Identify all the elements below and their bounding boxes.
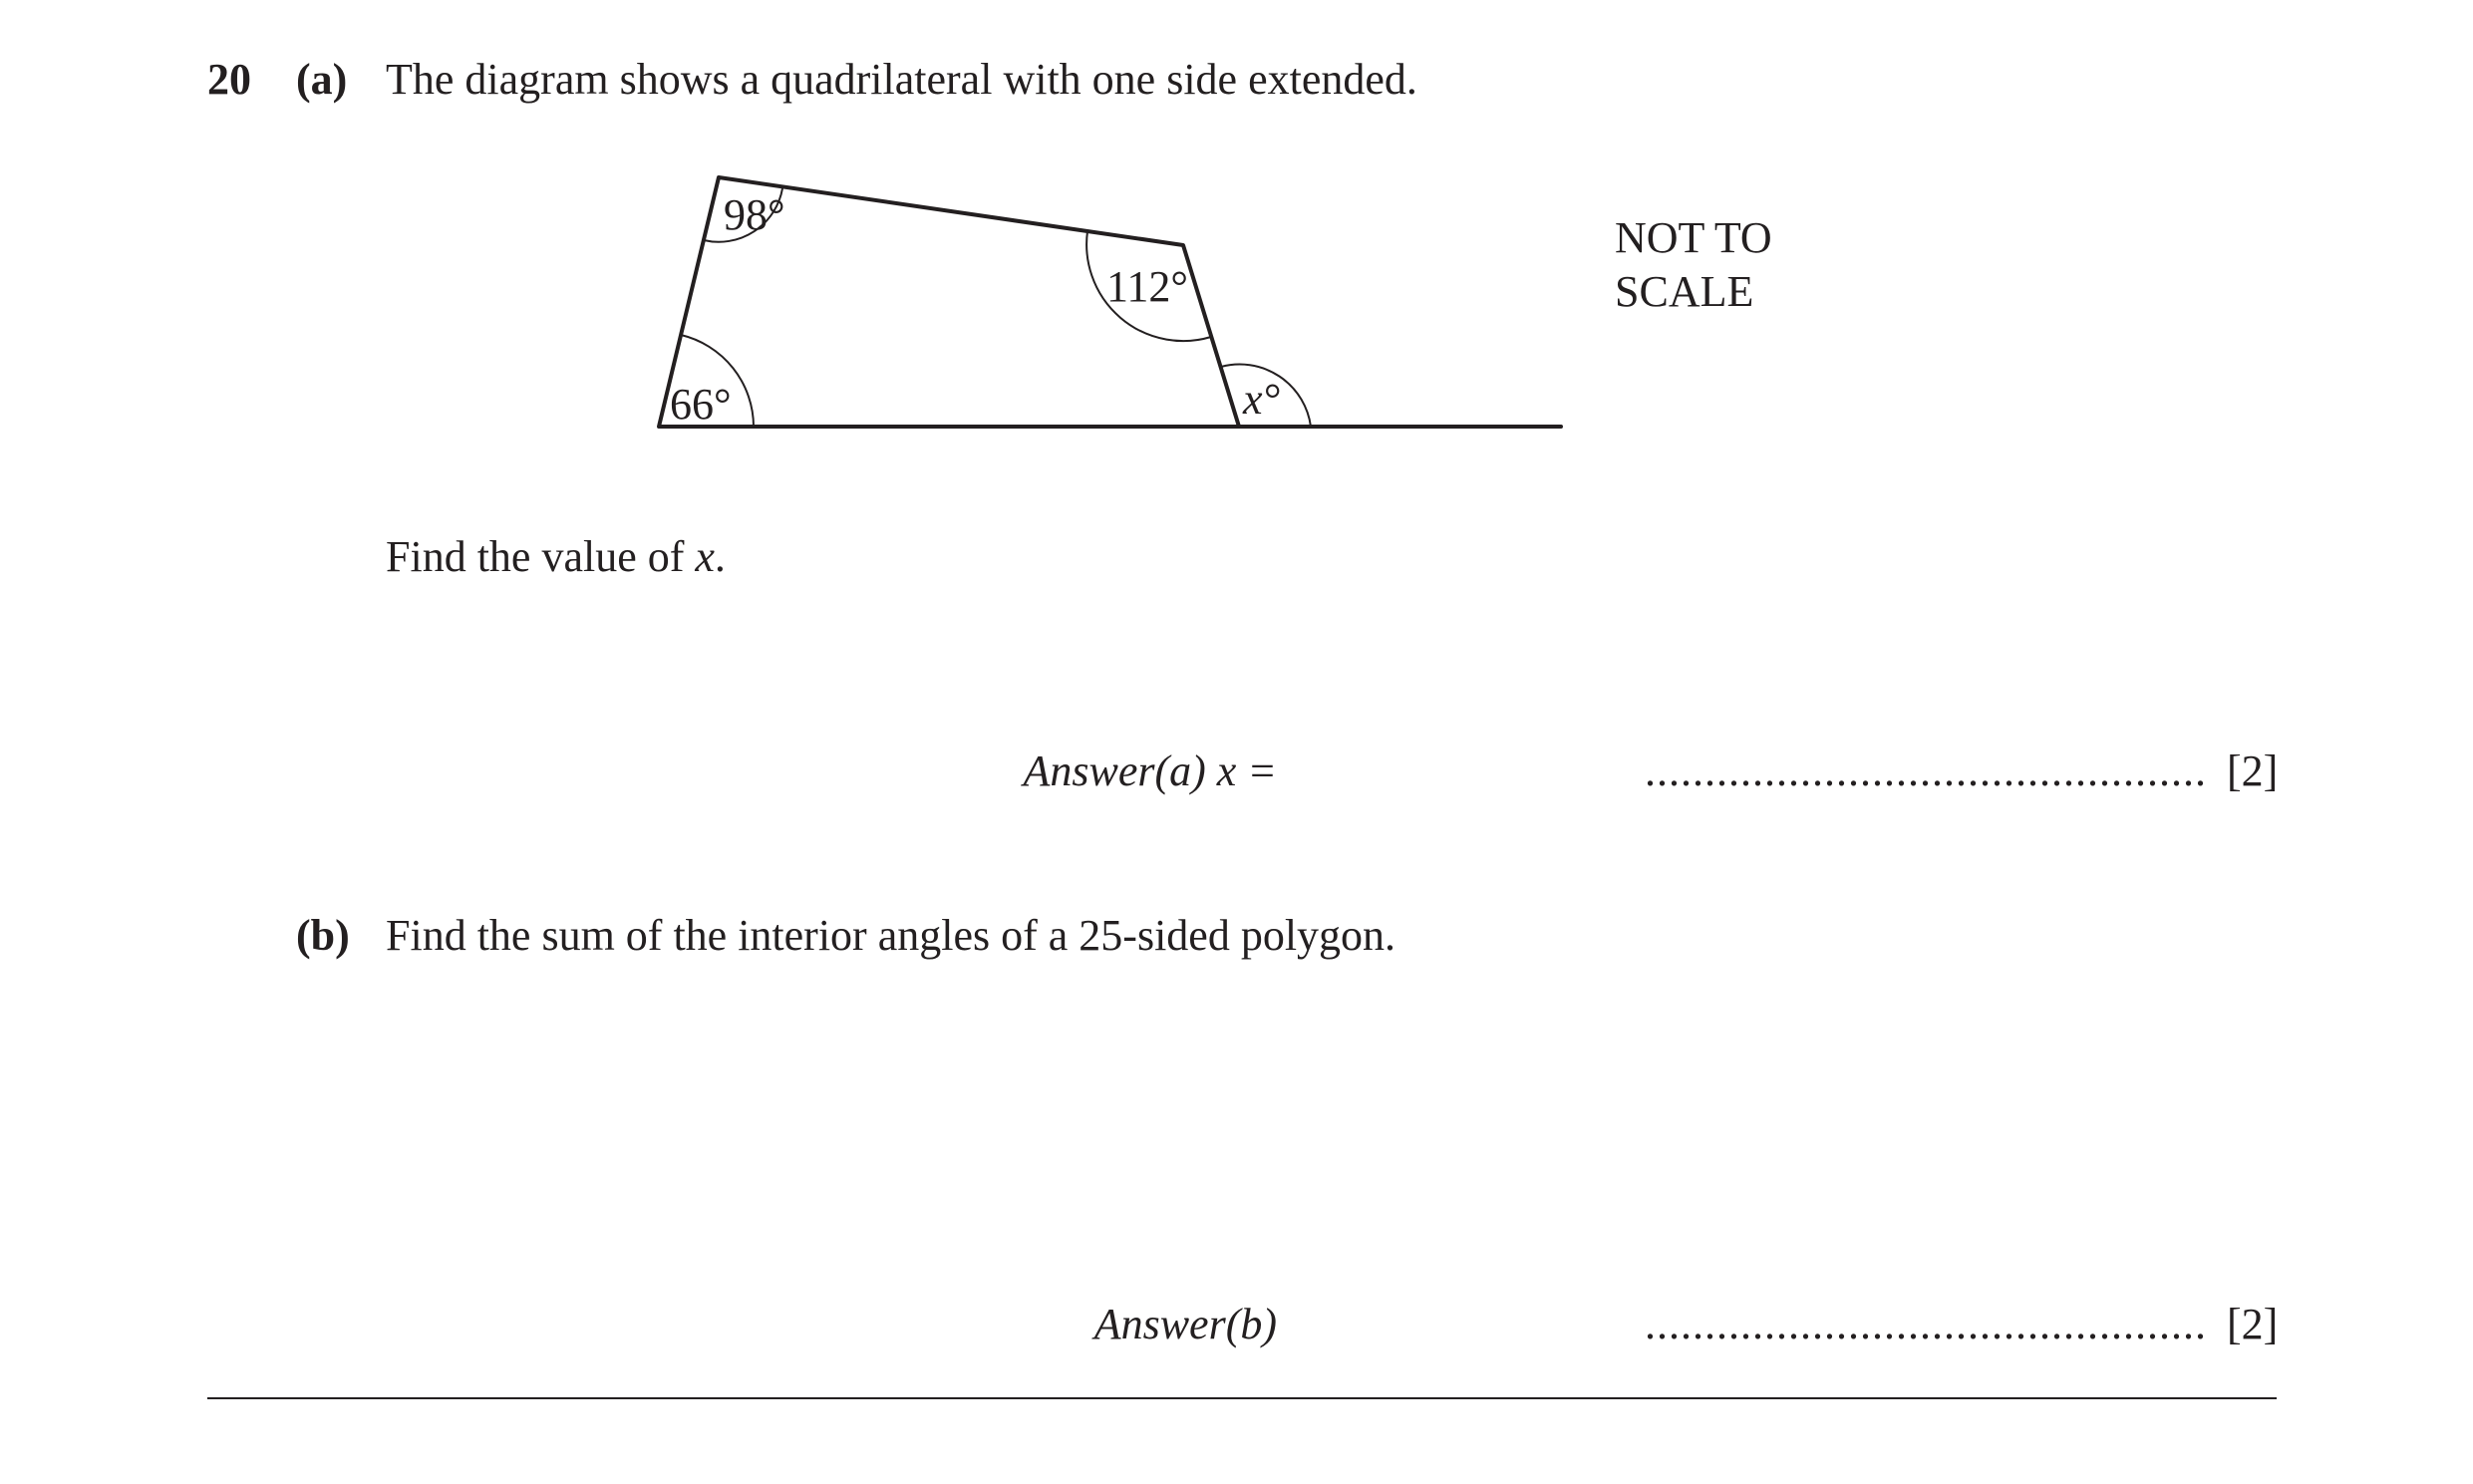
not-to-scale-line1: NOT TO — [1615, 213, 1772, 262]
question-number: 20 — [207, 55, 251, 104]
answer-a-label: Answer(a) x = — [1023, 746, 1277, 795]
part-a-instruction — [386, 532, 726, 581]
angle-label-98: 98° — [724, 190, 785, 239]
part-b-marks: [2] — [2227, 1300, 2279, 1348]
angle-label-x: x° — [1243, 375, 1281, 424]
quadrilateral-diagram — [638, 159, 1595, 458]
bottom-divider — [207, 1397, 2277, 1399]
angle-label-66: 66° — [670, 380, 732, 429]
part-a-label: (a) — [296, 55, 348, 104]
instruction-prefix: Find the value of — [386, 532, 696, 581]
answer-b-label: Answer(b) — [1093, 1300, 1277, 1348]
not-to-scale-line2: SCALE — [1615, 267, 1754, 316]
part-b-question-text: Find the sum of the interior angles of a 25-sided polygon. — [386, 911, 1396, 960]
not-to-scale-note — [1615, 211, 1772, 319]
part-b-label: (b) — [296, 911, 350, 960]
instruction-suffix: . — [714, 532, 726, 581]
answer-b-field[interactable]: ............................................... — [1645, 1300, 2207, 1348]
answer-a-field[interactable]: ............................................... — [1645, 746, 2207, 795]
instruction-variable: x — [695, 532, 715, 581]
angle-label-112: 112° — [1106, 262, 1188, 311]
part-a-question-text: The diagram shows a quadrilateral with one side extended. — [386, 55, 1417, 104]
part-a-marks: [2] — [2227, 746, 2279, 795]
